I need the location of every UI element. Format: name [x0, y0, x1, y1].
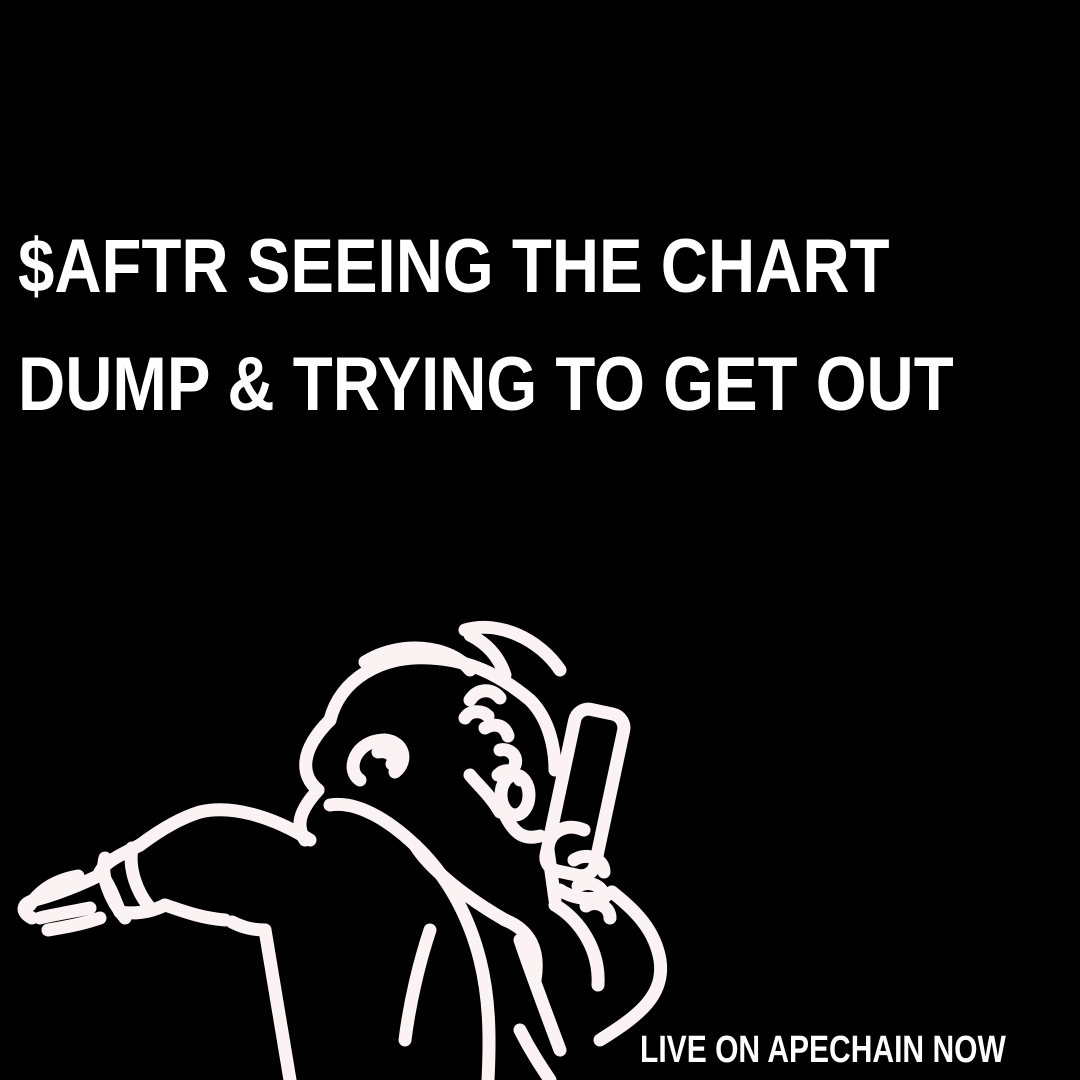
headline-line-1: $AFTR SEEING THE CHART — [18, 224, 890, 309]
headline-line-2: DUMP & TRYING TO GET OUT — [18, 342, 954, 427]
headline — [18, 208, 954, 444]
ape-character-with-phone-icon — [0, 600, 700, 1080]
footer-tagline: LIVE ON APECHAIN NOW — [640, 1029, 1006, 1071]
